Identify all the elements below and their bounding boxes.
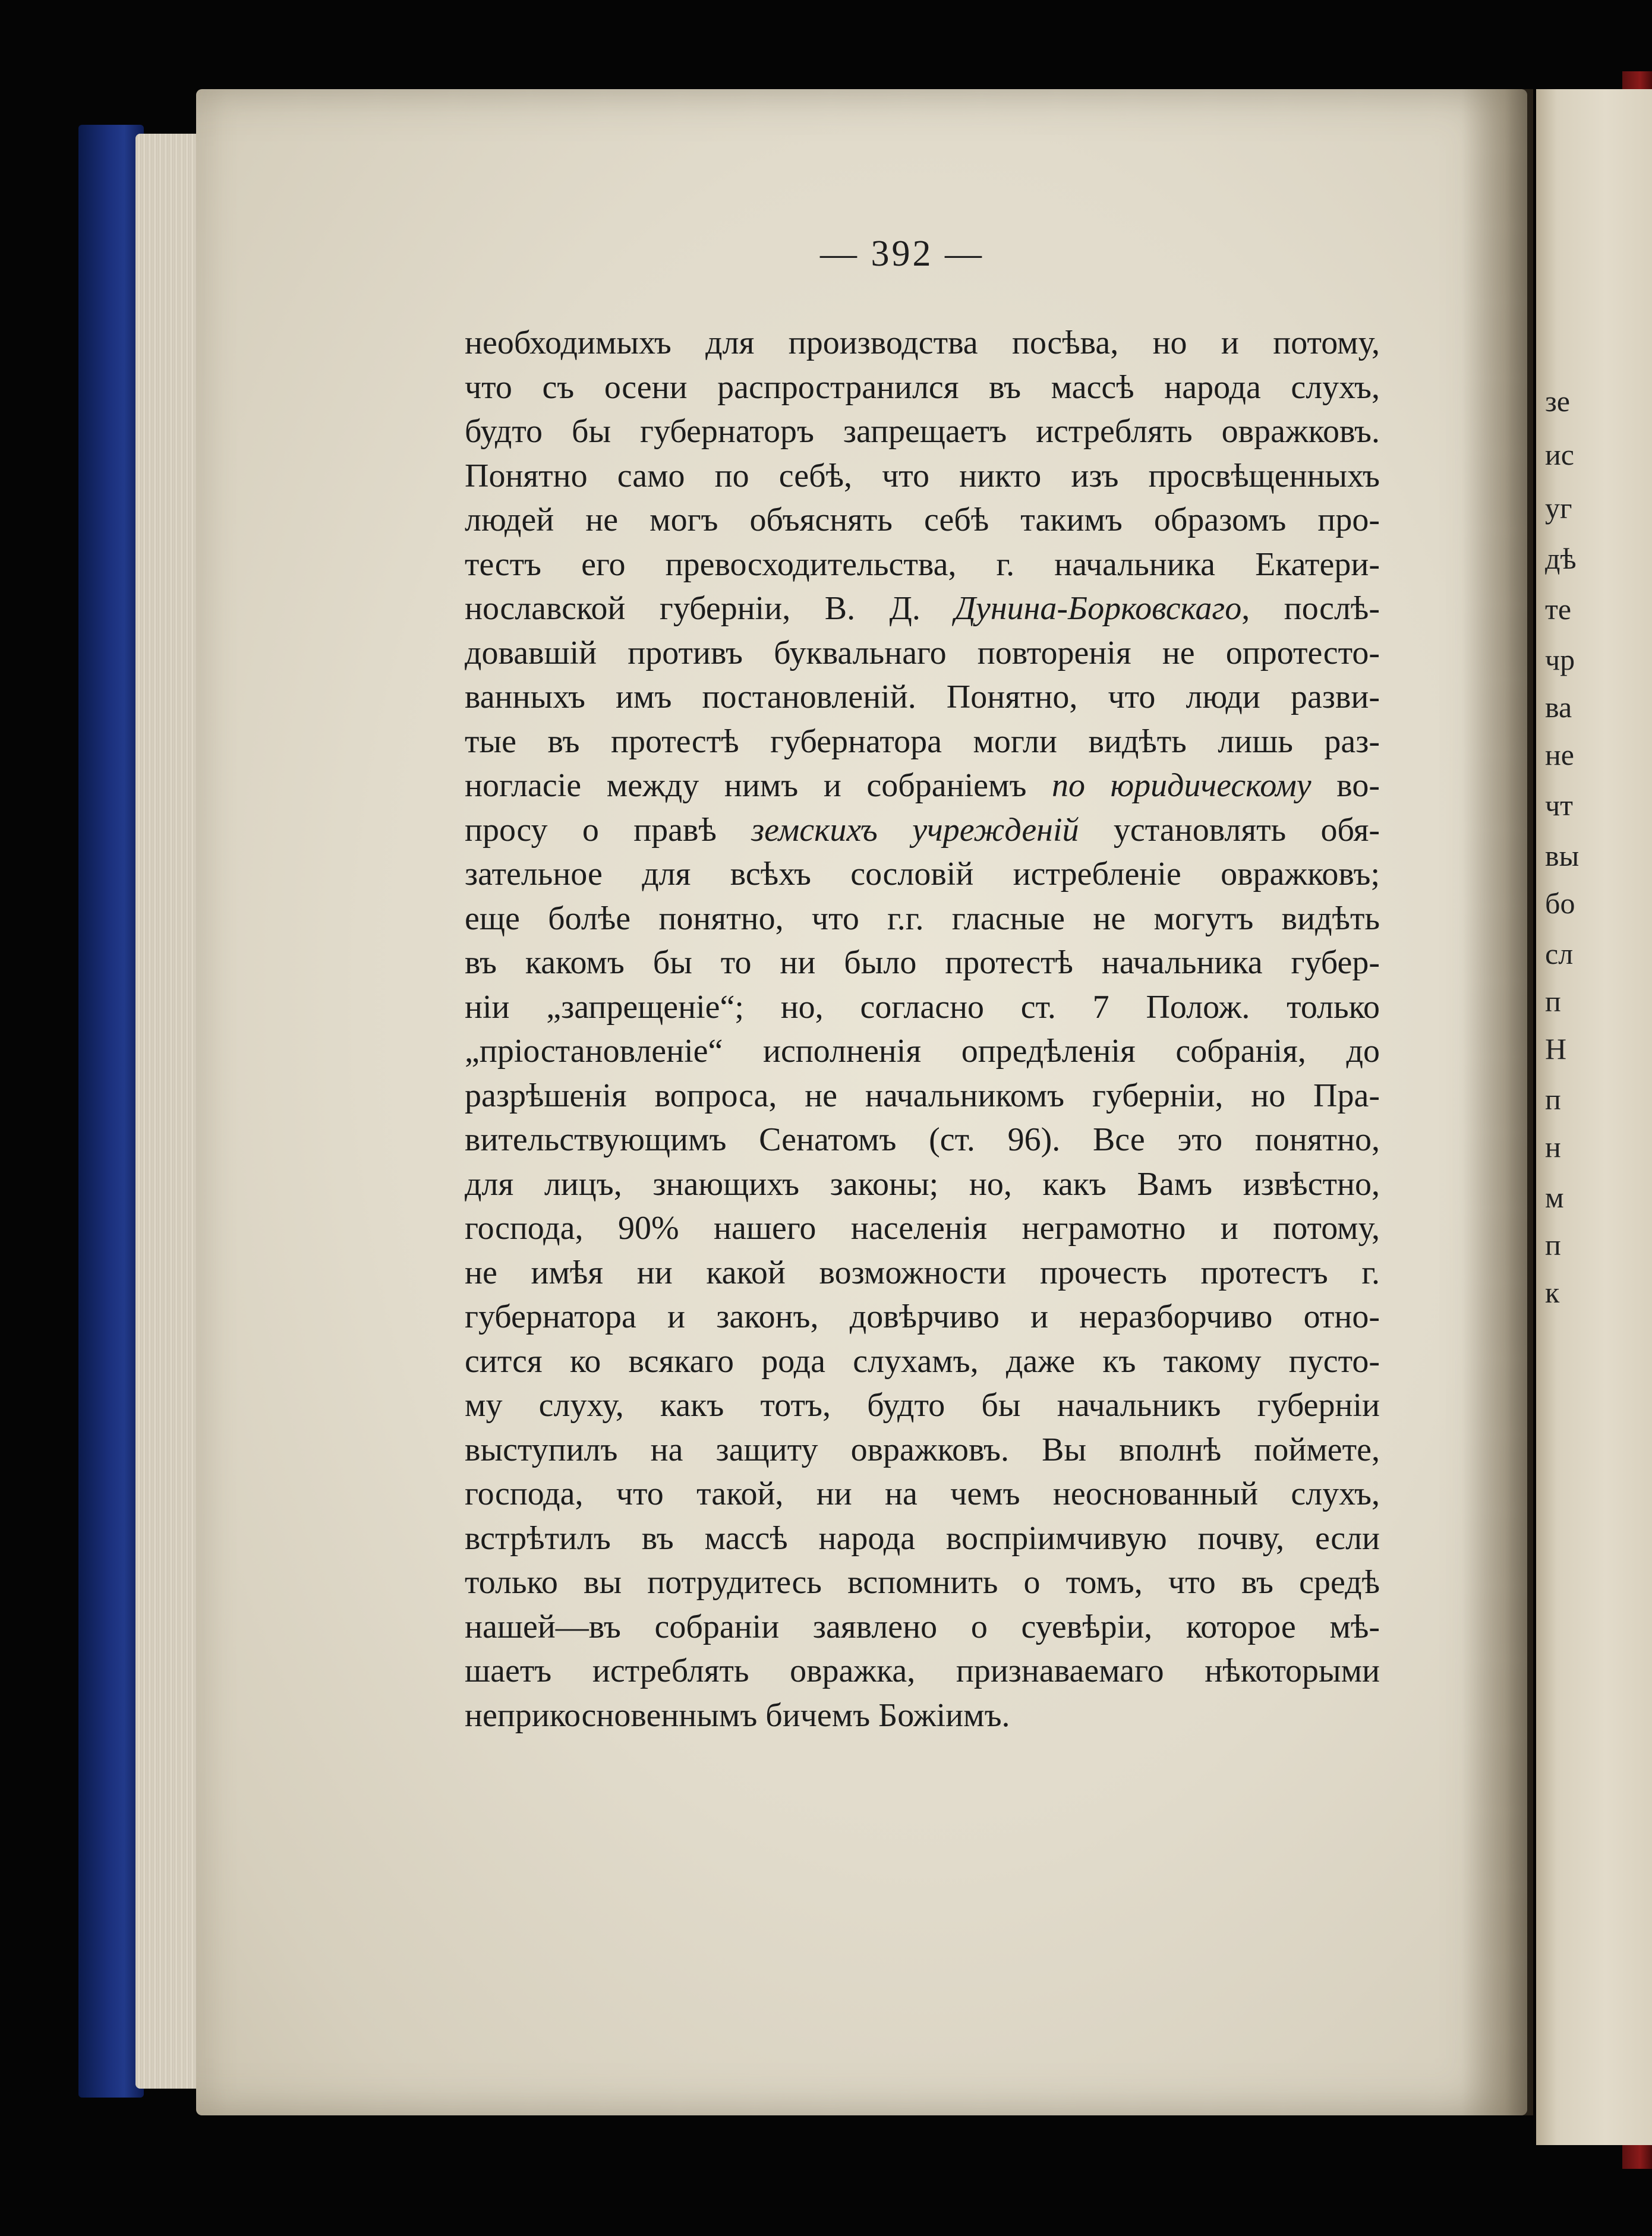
text-line <box>465 1206 1380 1251</box>
facing-page-fragment: чт <box>1545 789 1573 822</box>
text-line <box>465 1383 1380 1428</box>
facing-page-fragment: сл <box>1545 937 1574 970</box>
text-line <box>465 543 1380 587</box>
line-text: будто бы губернаторъ запрещаетъ истреблять овражковъ. <box>465 413 1380 450</box>
line-text: довавшій противъ буквальнаго повторенія не опротесто- <box>465 634 1380 671</box>
line-text: Понятно само по себѣ, что никто изъ просвѣщенныхъ <box>465 457 1380 494</box>
facing-page-fragment: чр <box>1545 643 1575 676</box>
text-line <box>465 675 1380 720</box>
text-line <box>465 720 1380 764</box>
line-text: во- <box>1311 767 1380 804</box>
line-text: господа, что такой, ни на чемъ неоснованный слухъ, <box>465 1475 1380 1512</box>
facing-page-fragment: те <box>1545 592 1572 626</box>
gutter-shadow <box>1462 89 1533 2115</box>
page-number: — 392 — <box>820 234 984 274</box>
text-line <box>465 985 1380 1030</box>
text-line <box>465 454 1380 499</box>
facing-page-fragment: дѣ <box>1545 542 1577 575</box>
text-line <box>465 764 1380 808</box>
line-text: для лицъ, знающихъ законы; но, какъ Вамъ извѣстно, <box>465 1165 1380 1203</box>
line-text: тые въ протестѣ губернатора могли видѣть лишь раз- <box>465 723 1380 760</box>
facing-page-fragment: м <box>1545 1181 1564 1214</box>
text-line <box>465 941 1380 985</box>
text-line <box>465 1162 1380 1207</box>
line-text: господа, 90% нашего населенія неграмотно и потому, <box>465 1210 1380 1247</box>
text-line <box>465 852 1380 897</box>
text-line <box>465 321 1380 365</box>
line-text: людей не могъ объяснять себѣ такимъ образомъ про- <box>465 502 1380 538</box>
line-text: установлять обя- <box>1079 811 1380 849</box>
body-text <box>465 321 1380 1737</box>
italic-name: Дунина-Борковскаго <box>954 590 1242 627</box>
text-line <box>465 1074 1380 1118</box>
text-line <box>465 498 1380 543</box>
line-text: ванныхъ имъ постановленій. Понятно, что люди разви- <box>465 679 1380 715</box>
text-line <box>465 1649 1380 1693</box>
line-text: шаетъ истреблять овражка, признаваемаго нѣкоторыми <box>465 1652 1380 1689</box>
facing-page-fragment: уг <box>1545 491 1572 525</box>
facing-page-fragment: Н <box>1545 1032 1567 1065</box>
facing-page-fragment: ис <box>1545 438 1574 471</box>
line-text: въ какомъ бы то ни было протестѣ начальника губер- <box>465 944 1380 981</box>
italic-name: по юридическому <box>1052 767 1311 804</box>
facing-page-fragment: п <box>1545 1083 1561 1116</box>
facing-page-fragment: зе <box>1545 384 1570 418</box>
facing-page-fragment: не <box>1545 738 1574 771</box>
text-line <box>465 586 1380 631</box>
line-text: ніи „запрещеніе“; но, согласно ст. 7 Полож. только <box>465 988 1380 1026</box>
text-line <box>465 1560 1380 1605</box>
book-cover-left <box>78 125 144 2098</box>
italic-name: земскихъ учрежденій <box>751 811 1079 849</box>
text-line <box>465 365 1380 410</box>
text-line <box>465 1251 1380 1295</box>
text-line <box>465 1693 1380 1738</box>
line-text: разрѣшенія вопроса, не начальникомъ губерніи, но Пра- <box>465 1077 1380 1114</box>
text-line <box>465 808 1380 853</box>
line-text: что съ осени распространился въ массѣ народа слухъ, <box>465 368 1380 406</box>
facing-page-fragment: п <box>1545 985 1561 1018</box>
line-text: неприкосновеннымъ бичемъ Божіимъ. <box>465 1696 1010 1734</box>
facing-page-fragment: вы <box>1545 839 1580 872</box>
text-line <box>465 1516 1380 1561</box>
facing-page-fragment: п <box>1545 1228 1561 1262</box>
line-text: му слуху, какъ тотъ, будто бы начальникъ губерніи <box>465 1387 1380 1424</box>
line-text: еще болѣе понятно, что г.г. гласные не могутъ видѣть <box>465 900 1380 937</box>
line-text: просу о правѣ <box>465 811 752 849</box>
text-line <box>465 631 1380 676</box>
line-text: нашей—въ собраніи заявлено о суевѣріи, которое мѣ- <box>465 1608 1380 1645</box>
line-text: тестъ его превосходительства, г. начальника Екатери- <box>465 545 1380 583</box>
line-text: не имѣя ни какой возможности прочесть протестъ г. <box>465 1254 1380 1291</box>
text-line <box>465 409 1380 454</box>
line-text: зательное для всѣхъ сословій истребленіе овражковъ; <box>465 856 1380 892</box>
facing-page-fragment: н <box>1545 1130 1561 1163</box>
line-text: необходимыхъ для производства посѣва, но и потому, <box>465 324 1380 361</box>
text-line <box>465 1029 1380 1074</box>
text-line <box>465 897 1380 941</box>
text-line <box>465 1605 1380 1650</box>
line-text: сится ко всякаго рода слухамъ, даже къ такому пусто- <box>465 1342 1380 1380</box>
facing-page-fragment: к <box>1545 1276 1560 1309</box>
line-text: только вы потрудитесь вспомнить о томъ, что въ средѣ <box>465 1564 1380 1601</box>
facing-page-fragment: ва <box>1545 690 1572 724</box>
text-line <box>465 1428 1380 1472</box>
line-text: встрѣтилъ въ массѣ народа воспріимчивую почву, если <box>465 1519 1380 1557</box>
text-line <box>465 1295 1380 1339</box>
line-text: , послѣ- <box>1241 590 1380 627</box>
line-text: вительствующимъ Сенатомъ (ст. 96). Все это понятно, <box>465 1121 1380 1158</box>
line-text: „пріостановленіе“ исполненія опредѣленія собранія, до <box>465 1033 1380 1070</box>
line-text: выступилъ на защиту овражковъ. Вы вполнѣ поймете, <box>465 1431 1380 1468</box>
text-line <box>465 1472 1380 1516</box>
line-text: нославской губерніи, В. Д. <box>465 590 955 627</box>
line-text: ногласіе между нимъ и собраніемъ <box>465 767 1052 804</box>
text-line <box>465 1339 1380 1384</box>
line-text: губернатора и законъ, довѣрчиво и неразборчиво отно- <box>465 1298 1380 1335</box>
facing-page-fragment: бо <box>1545 887 1575 920</box>
text-line <box>465 1118 1380 1162</box>
